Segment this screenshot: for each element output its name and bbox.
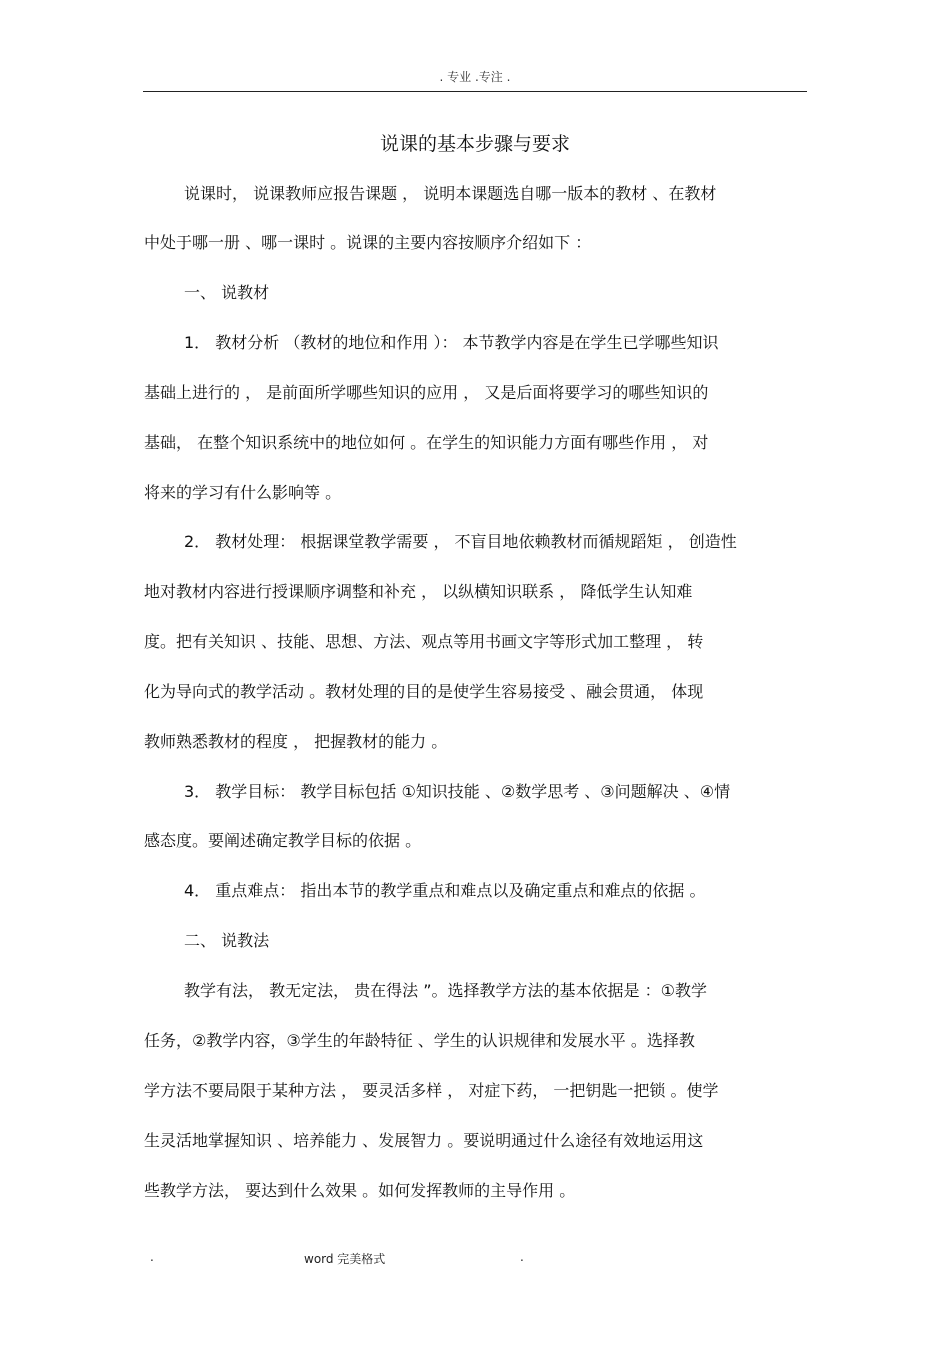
page-header: . 专业 .专注 . (439, 70, 511, 84)
text-line: 化为导向式的教学活动 。教材处理的目的是使学生容易接受 、融会贯通， 体现 (144, 682, 704, 701)
header-divider (143, 91, 807, 92)
footer-right: . (520, 1250, 524, 1264)
text-line: 基础上进行的 ， 是前面所学哪些知识的应用 ， 又是后面将要学习的哪些知识的 (144, 383, 709, 402)
text-line: 说课时， 说课教师应报告课题 ， 说明本课题选自哪一版本的教材 、在教材 (184, 184, 717, 203)
text-line: 4． 重点难点： 指出本节的教学重点和难点以及确定重点和难点的依据 。 (184, 881, 706, 900)
text-line: 度。把有关知识 、技能、思想、方法、观点等用书画文字等形式加工整理 ， 转 (144, 632, 704, 651)
text-line: 任务，②教学内容，③学生的年龄特征 、学生的认识规律和发展水平 。选择教 (144, 1031, 695, 1050)
text-line: 学方法不要局限于某种方法 ， 要灵活多样 ， 对症下药， 一把钥匙一把锁 。使学 (144, 1081, 719, 1100)
text-line: 中处于哪一册 、哪一课时 。说课的主要内容按顺序介绍如下 ： (144, 233, 592, 252)
text-line: 教学有法， 教无定法， 贵在得法 ”。选择教学方法的基本依据是 ：①教学 (184, 981, 707, 1000)
text-line: 一、 说教材 (184, 283, 270, 302)
text-line: 生灵活地掌握知识 、培养能力 、发展智力 。要说明通过什么途径有效地运用这 (144, 1131, 704, 1150)
text-line: 1． 教材分析 （教材的地位和作用 ）： 本节教学内容是在学生已学哪些知识 (184, 333, 719, 352)
text-line: 将来的学习有什么影响等 。 (144, 483, 342, 502)
footer-left: . (150, 1250, 154, 1264)
text-line: 2． 教材处理： 根据课堂教学需要 ， 不盲目地依赖教材而循规蹈矩 ， 创造性 (184, 532, 737, 551)
text-line: 3． 教学目标： 教学目标包括 ①知识技能 、②数学思考 、③问题解决 、④情 (184, 782, 731, 801)
text-line: 基础， 在整个知识系统中的地位如何 。在学生的知识能力方面有哪些作用 ， 对 (144, 433, 709, 452)
text-line: 教师熟悉教材的程度 ， 把握教材的能力 。 (144, 732, 448, 751)
text-line: 二、 说教法 (184, 931, 270, 950)
text-line: 感态度。要阐述确定教学目标的依据 。 (144, 831, 422, 850)
text-line: 地对教材内容进行授课顺序调整和补充 ， 以纵横知识联系 ， 降低学生认知难 (144, 582, 693, 601)
text-line: 些教学方法， 要达到什么效果 。如何发挥教师的主导作用 。 (144, 1181, 576, 1200)
footer-center: word 完美格式 (304, 1252, 386, 1266)
document-title: 说课的基本步骤与要求 (379, 133, 570, 155)
